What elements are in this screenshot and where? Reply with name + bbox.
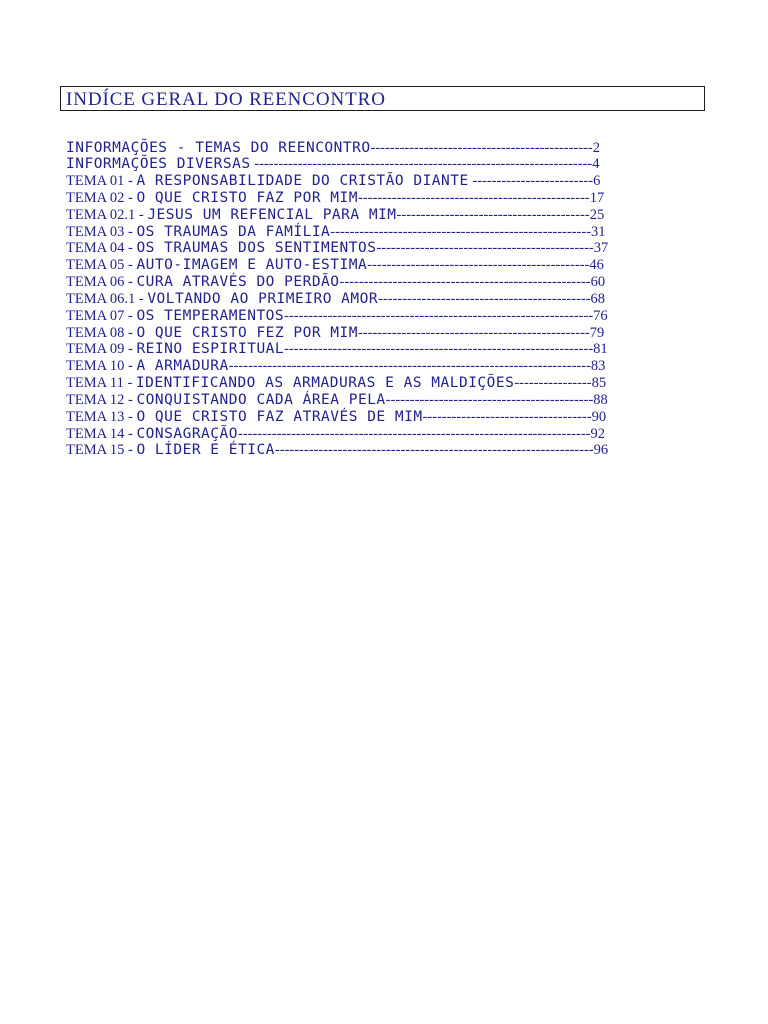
toc-entry-leader: ---------------------------------------------- [367, 257, 590, 274]
toc-entry-page: 25 [589, 206, 605, 223]
toc-entry-leader: ------------------------- [468, 173, 594, 190]
toc-entry-leader: -------------------------------------------- [378, 290, 591, 307]
toc-entry-title: REINO ESPIRITUAL [136, 341, 285, 358]
toc-entry-leader: ---------------------------------------------------------------- [284, 307, 594, 324]
toc-entry-number: TEMA 07 - [66, 307, 133, 324]
page-title: INDÍCE GERAL DO REENCONTRO [66, 89, 386, 110]
toc-entry-leader: ------------------------------------------------ [357, 324, 590, 341]
toc-entry [66, 257, 608, 274]
toc-entry [66, 140, 608, 157]
toc-entry-leader: ----------------------------------- [422, 408, 592, 425]
toc-entry-leader: ------------------------------------------------------ [330, 223, 592, 240]
toc-entry-title: OS TEMPERAMENTOS [136, 307, 285, 324]
toc-entry-title: JESUS UM REFENCIAL PARA MIM [147, 206, 397, 223]
toc-entry-page: 60 [590, 274, 606, 291]
toc-entry [66, 190, 608, 207]
toc-entry-title: O LÍDER E ÉTICA [136, 442, 275, 459]
toc-entry-title: A ARMADURA [136, 358, 229, 375]
toc-entry-page: 90 [591, 408, 607, 425]
toc-entry-title: A RESPONSABILIDADE DO CRISTÃO DIANTE [136, 173, 469, 190]
toc-entry-title: INFORMAÇÕES - TEMAS DO REENCONTRO [66, 139, 371, 156]
toc-entry-page: 76 [593, 307, 608, 324]
toc-entry-number: TEMA 14 - [66, 425, 133, 442]
toc-entry-page: 46 [589, 257, 604, 274]
toc-entry-number: TEMA 09 - [66, 341, 133, 358]
toc-entry [66, 392, 608, 409]
toc-entry-number: TEMA 02 - [66, 189, 133, 206]
toc-entry-number: TEMA 06.1 - [66, 290, 144, 307]
toc-entry-title: CONSAGRAÇÃO [136, 425, 238, 442]
toc-entry-leader: ------------------------------------------------------------------ [274, 442, 594, 459]
toc-entry-page: 17 [589, 189, 605, 206]
toc-entry-leader: ---------------------------------------------------------------- [284, 341, 594, 358]
toc-entry-title: INFORMAÇÕES DIVERSAS [66, 156, 251, 173]
toc-entry [66, 442, 608, 459]
toc-entry-leader: ---------------------------------------- [396, 206, 590, 223]
toc-entry-page: 6 [593, 173, 601, 190]
toc-entry-leader: ------------------------------------------------ [357, 189, 590, 206]
table-of-contents [66, 140, 608, 460]
toc-entry-title: O QUE CRISTO FAZ ATRAVÉS DE MIM [136, 408, 423, 425]
toc-entry-leader: --------------------------------------------------------------------------- [228, 358, 591, 375]
toc-entry-number: TEMA 11 - [66, 375, 133, 392]
toc-entry [66, 325, 608, 342]
toc-entry [66, 224, 608, 241]
toc-entry [66, 240, 608, 257]
toc-entry-leader: ------------------------------------------- [385, 391, 594, 408]
toc-entry-page: 2 [592, 139, 600, 156]
toc-entry-page: 68 [590, 290, 606, 307]
toc-entry-title: CONQUISTANDO CADA ÁREA PELA [136, 391, 386, 408]
toc-entry-number: TEMA 01 - [66, 173, 133, 190]
toc-entry [66, 426, 608, 443]
toc-entry [66, 156, 608, 173]
toc-entry [66, 274, 608, 291]
toc-entry-number: TEMA 10 - [66, 358, 133, 375]
toc-entry-page: 85 [591, 375, 607, 392]
toc-entry [66, 409, 608, 426]
toc-entry-leader: ---------------- [514, 375, 592, 392]
toc-entry-leader: ---------------------------------------------------- [339, 274, 591, 291]
toc-entry [66, 375, 608, 392]
toc-entry-page: 92 [590, 425, 605, 442]
toc-entry-number: TEMA 04 - [66, 240, 133, 257]
toc-entry [66, 173, 608, 190]
toc-entry-page: 31 [591, 223, 606, 240]
toc-entry-number: TEMA 08 - [66, 324, 133, 341]
toc-entry-page: 96 [593, 442, 609, 459]
toc-entry [66, 358, 608, 375]
toc-entry-number: TEMA 06 - [66, 274, 133, 291]
toc-entry-leader: ---------------------------------------------- [370, 139, 593, 156]
toc-entry-page: 81 [593, 341, 608, 358]
toc-entry-number: TEMA 13 - [66, 408, 133, 425]
toc-entry-title: VOLTANDO AO PRIMEIRO AMOR [147, 290, 379, 307]
title-box [60, 86, 705, 111]
toc-entry-page: 88 [593, 391, 608, 408]
toc-entry-title: O QUE CRISTO FEZ POR MIM [136, 324, 358, 341]
toc-entry-page: 83 [590, 358, 606, 375]
toc-entry-title: CURA ATRAVÉS DO PERDÃO [136, 274, 340, 291]
toc-entry-page: 4 [592, 156, 600, 173]
toc-entry-title: IDENTIFICANDO AS ARMADURAS E AS MALDIÇÕES [135, 375, 515, 392]
toc-entry-leader: ------------------------------------------------------------------------- [237, 425, 591, 442]
toc-entry-leader: --------------------------------------------- [376, 240, 594, 257]
toc-entry [66, 291, 608, 308]
toc-entry [66, 341, 608, 358]
toc-entry-title: AUTO-IMAGEM E AUTO-ESTIMA [136, 257, 368, 274]
toc-entry-number: TEMA 15 - [66, 442, 133, 459]
toc-entry-title: OS TRAUMAS DOS SENTIMENTOS [136, 240, 377, 257]
toc-entry [66, 207, 608, 224]
toc-entry-page: 79 [589, 324, 605, 341]
toc-entry-number: TEMA 05 - [66, 257, 133, 274]
toc-entry-title: O QUE CRISTO FAZ POR MIM [136, 189, 358, 206]
toc-entry-leader: ---------------------------------------------------------------------- [250, 156, 593, 173]
toc-entry-number: TEMA 03 - [66, 223, 133, 240]
toc-entry-title: OS TRAUMAS DA FAMÍLIA [136, 223, 331, 240]
toc-entry-page: 37 [593, 240, 609, 257]
toc-entry [66, 308, 608, 325]
toc-entry-number: TEMA 02.1 - [66, 206, 144, 223]
toc-entry-number: TEMA 12 - [66, 391, 133, 408]
